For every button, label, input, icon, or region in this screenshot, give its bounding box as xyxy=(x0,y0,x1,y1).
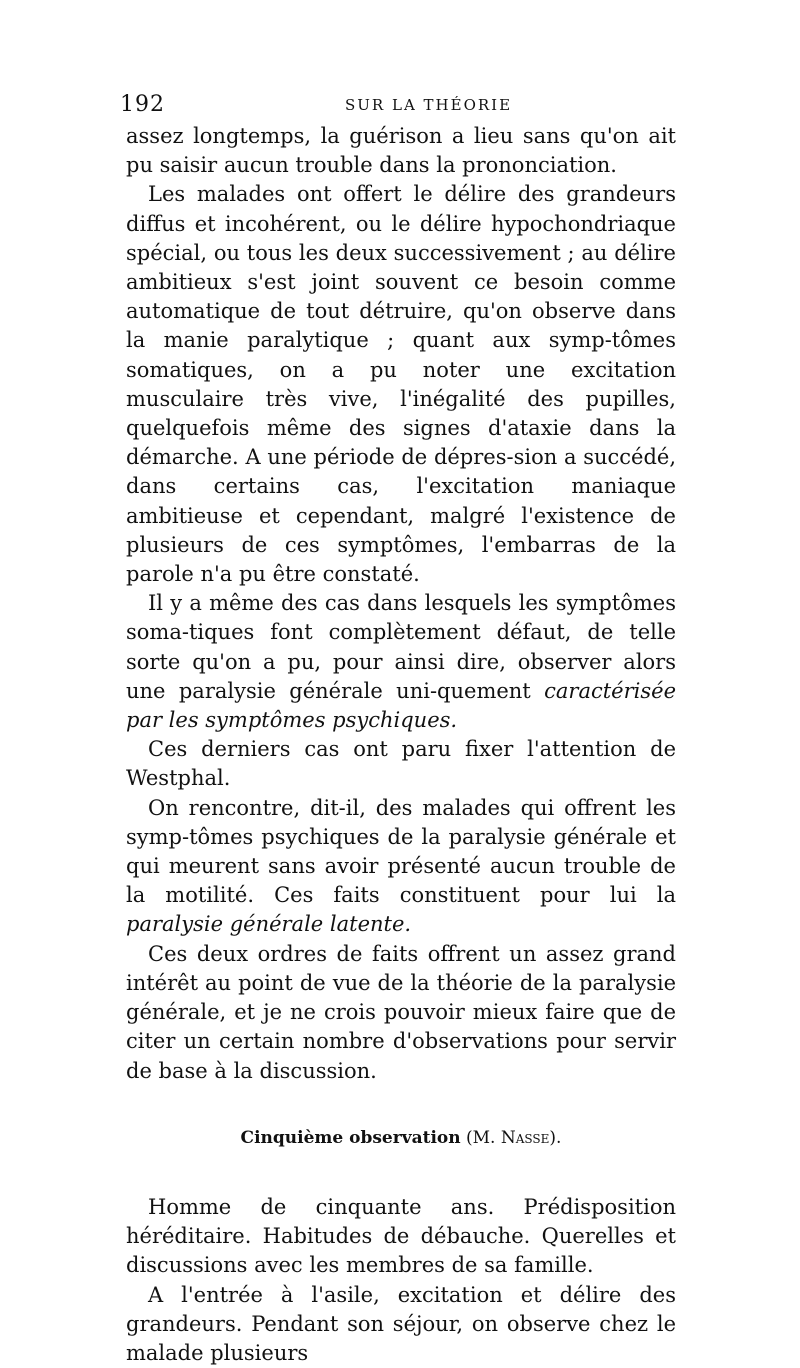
section-heading-author-name: Nasse xyxy=(500,1127,550,1148)
page-number: 192 xyxy=(120,92,165,117)
paragraph-latent-paralysis-emphasis: paralysie générale latente. xyxy=(126,912,412,937)
paragraph-admission: A l'entrée à l'asile, excitation et délire des grandeurs. Pendant son séjour, on observe chez le malade plusieurs xyxy=(126,1282,676,1365)
paragraph-latent-paralysis-text: On rencontre, dit-il, des malades qui offrent les symp-tômes psychiques de la paralysie générale et qui meurent sans avoir présenté aucun trouble de la motilité. Ces faits constituent pour lui la xyxy=(126,795,676,908)
paragraph-continuation: assez longtemps, la guérison a lieu sans qu'on ait pu saisir aucun trouble dans la prononciation. xyxy=(126,124,676,178)
paragraph-westphal: Ces derniers cas ont paru fixer l'attention de Westphal. xyxy=(126,737,676,791)
section-heading-author-prefix: (M. xyxy=(460,1127,501,1148)
paragraph-latent-paralysis xyxy=(126,794,676,940)
paragraph-psychic-cases-emphasis: caractérisée par les symptômes psychiques. xyxy=(126,678,676,733)
paragraph-psychic-cases-text: Il y a même des cas dans lesquels les symptômes soma-tiques font complètement défaut, de telle sorte qu'on a pu, pour ainsi dire, observer alors une paralysie générale uni-quement xyxy=(126,591,676,703)
section-heading-title: Cinquième observation xyxy=(240,1127,461,1148)
paragraph-theory-interest: Ces deux ordres de faits offrent un assez grand intérêt au point de vue de la théorie de la paralysie générale, et je ne crois pouvoir mieux faire que de citer un certain nombre d'observations pour servir de base à la discussion. xyxy=(126,941,676,1083)
section-heading xyxy=(126,1124,676,1153)
running-title: SUR LA THÉORIE xyxy=(345,96,513,114)
section-heading-author-suffix: ). xyxy=(549,1127,562,1148)
paragraph-psychic-cases xyxy=(126,589,676,735)
paragraph-patient-history: Homme de cinquante ans. Prédisposition héréditaire. Habitudes de débauche. Querelles et discussions avec les membres de sa famille. xyxy=(126,1194,676,1278)
page-header xyxy=(120,92,680,116)
body-text xyxy=(126,122,676,1368)
paragraph-symptoms: Les malades ont offert le délire des grandeurs diffus et incohérent, ou le délire hypochondriaque spécial, ou tous les deux successivement ; au délire ambitieux s'est joint souvent ce besoin comme automatique de tout détruire, qu'on observe dans la manie paralytique ; quant aux symp-tômes somatiques, on a pu noter une excitation musculaire très vive, l'inégalité des pupilles, quelquefois même des signes d'ataxie dans la démarche. A une période de dépres-sion a succédé, dans certains cas, l'excitation maniaque ambitieuse et cependant, malgré l'existence de plusieurs de ces symptômes, l'embarras de la parole n'a pu être constaté. xyxy=(126,182,676,587)
